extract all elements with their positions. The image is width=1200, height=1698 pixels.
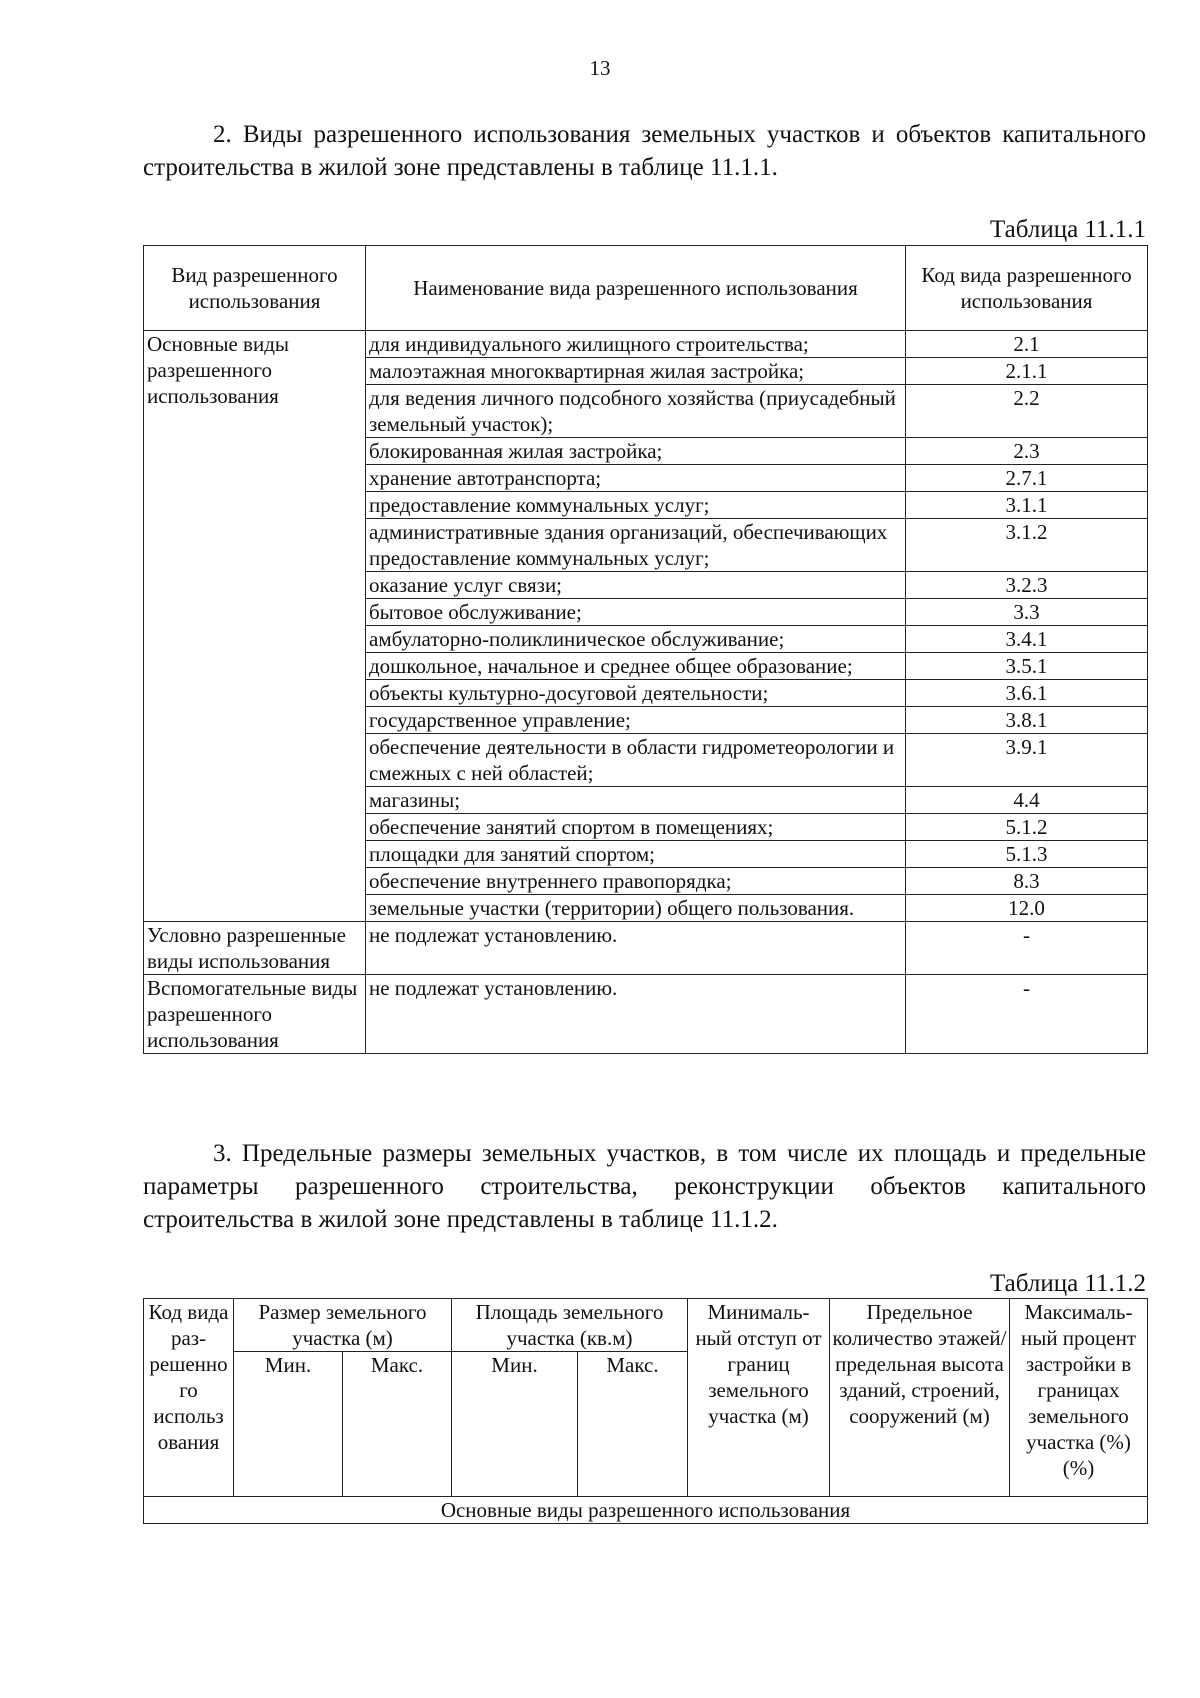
use-code: 3.9.1 [906,734,1148,787]
use-name: предоставление коммунальных услуг; [366,492,906,519]
use-code: 3.1.2 [906,519,1148,572]
use-name: амбулаторно-поликлиническое обслуживание; [366,626,906,653]
page-number: 13 [589,56,611,80]
header-area-max: Макс. [578,1352,688,1497]
use-code: 12.0 [906,895,1148,922]
use-name: обеспечение занятий спортом в помещениях; [366,814,906,841]
header-plot-area: Площадь земельного участка (кв.м) [452,1299,688,1352]
use-name: бытовое обслуживание; [366,599,906,626]
use-name: земельные участки (территории) общего пользования. [366,895,906,922]
use-code: 3.2.3 [906,572,1148,599]
use-name: для индивидуального жилищного строительства; [366,331,906,358]
use-name: магазины; [366,787,906,814]
use-code: 3.6.1 [906,680,1148,707]
table1-body [144,331,1148,922]
use-code: 8.3 [906,868,1148,895]
use-name: государственное управление; [366,707,906,734]
use-code: 3.1.1 [906,492,1148,519]
use-name: дошкольное, начальное и среднее общее образование; [366,653,906,680]
conditional-code: - [906,922,1148,975]
table1-caption: Таблица 11.1.1 [990,216,1146,243]
use-code: 3.8.1 [906,707,1148,734]
use-code: 5.1.2 [906,814,1148,841]
header-use-type: Вид разрешенного использования [144,246,366,331]
header-floors-height: Предельное количество этажей/ предельная высота зданий, строений, сооружений (м) [830,1299,1010,1497]
header-size-max: Макс. [343,1352,452,1497]
use-name: площадки для занятий спортом; [366,841,906,868]
use-name: обеспечение деятельности в области гидрометеорологии и смежных с ней областей; [366,734,906,787]
use-code: 3.5.1 [906,653,1148,680]
use-code: 2.1 [906,331,1148,358]
use-name: оказание услуг связи; [366,572,906,599]
limits-table [143,1298,1148,1524]
conditional-name: не подлежат установлению. [366,922,906,975]
use-name: хранение автотранспорта; [366,465,906,492]
header-use-code: Код вида разрешенного использования [906,246,1148,331]
permitted-use-table [143,245,1148,1054]
section-main-uses: Основные виды разрешенного использования [144,1497,1148,1524]
use-name: малоэтажная многоквартирная жилая застройка; [366,358,906,385]
use-name: объекты культурно-досуговой деятельности; [366,680,906,707]
use-name: блокированная жилая застройка; [366,438,906,465]
header-use-name: Наименование вида разрешенного использования [366,246,906,331]
header-size-min: Мин. [234,1352,343,1497]
use-code: 4.4 [906,787,1148,814]
group-main-label: Основные виды разрешенного использования [144,331,366,922]
paragraph-limits-intro: 3. Предельные размеры земельных участков, в том числе их площадь и предельные параметры разрешенного строительства, реконструкции объектов капитального строительства в жилой зоне представлены в таблице 11.1.2. [143,1140,1146,1233]
use-name: для ведения личного подсобного хозяйства (приусадебный земельный участок); [366,385,906,438]
auxiliary-code: - [906,975,1148,1054]
use-name: обеспечение внутреннего правопорядка; [366,868,906,895]
use-name: административные здания организаций, обеспечивающих предоставление коммунальных услуг; [366,519,906,572]
header-plot-size: Размер земельного участка (м) [234,1299,452,1352]
group-auxiliary-label: Вспомогательные виды разрешенного использования [144,975,366,1054]
header-code: Код вида раз-решенно го использ ования [144,1299,234,1497]
group-conditional-label: Условно разрешенные виды использования [144,922,366,975]
use-code: 2.7.1 [906,465,1148,492]
use-code: 2.1.1 [906,358,1148,385]
header-setback: Минималь-ный отступ от границ земельного участка (м) [688,1299,830,1497]
header-build-percent: Максималь-ный процент застройки в границах земельного участка (%) (%) [1010,1299,1148,1497]
auxiliary-name: не подлежат установлению. [366,975,906,1054]
table2-caption: Таблица 11.1.2 [990,1270,1146,1297]
paragraph-table-intro: 2. Виды разрешенного использования земельных участков и объектов капитального строительства в жилой зоне представлены в таблице 11.1.1. [143,121,1146,181]
use-code: 3.4.1 [906,626,1148,653]
use-code: 5.1.3 [906,841,1148,868]
header-area-min: Мин. [452,1352,578,1497]
use-code: 2.2 [906,385,1148,438]
use-code: 2.3 [906,438,1148,465]
table-row [144,331,1148,358]
use-code: 3.3 [906,599,1148,626]
